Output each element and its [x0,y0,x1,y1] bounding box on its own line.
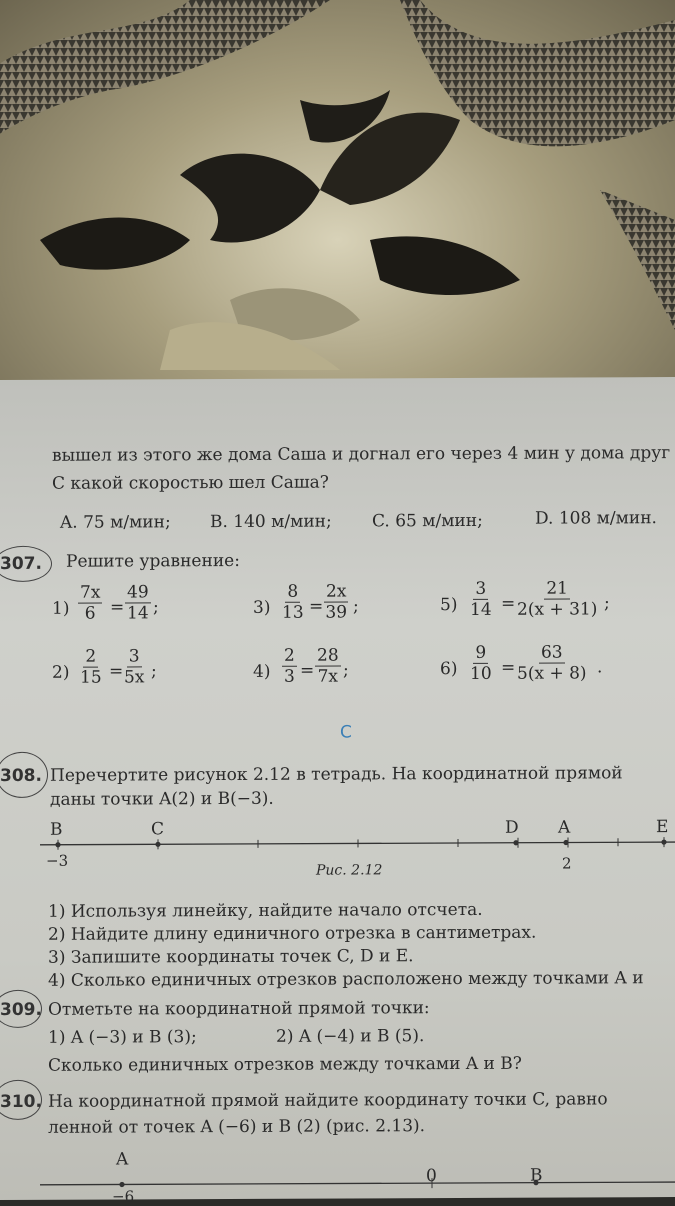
fraction: $\frac{49}{14}$ [127,582,149,624]
point-label-zero: 0 [426,1166,437,1187]
problem-310-line1: На координатной прямой найдите координату точки C, равно [48,1089,608,1112]
tablecloth-background [0,0,675,400]
option-d: D. 108 м/мин. [535,508,657,529]
fraction: $\frac{28}{7x}$ [317,645,339,687]
task-1: 1) Используя линейку, найдите начало отсчета. [48,899,483,922]
problem-310-line2: ленной от точек A (−6) и B (2) (рис. 2.13). [48,1116,426,1138]
problem-309-line1: Отметьте на координатной прямой точки: [48,998,430,1020]
task-3: 3) Запишите координаты точек C, D и E. [48,946,414,968]
fraction: $\frac{21}{2(x + 31)}$ [517,578,598,620]
level-mark: C [340,722,352,743]
fraction: $\frac{3}{14}$ [470,578,492,620]
tick-label-2: 2 [562,854,572,873]
fraction: $\frac{2}{15}$ [80,646,102,688]
problem-306-line1: вышел из этого же дома Саша и догнал его через 4 мин у дома друг [52,443,671,466]
problem-307-number: 307. [0,553,42,574]
figure-caption: Рис. 2.12 [316,862,383,879]
problem-310-number: 310. [0,1091,42,1112]
fraction: $\frac{2}{3}$ [284,645,295,687]
fraction: $\frac{8}{13}$ [282,581,304,623]
problem-309-line3: Сколько единичных отрезков между точками A и B? [48,1053,522,1076]
problem-309-number: 309. [0,999,42,1020]
task-4: 4) Сколько единичных отрезков расположено между точками A и [48,968,644,991]
textbook-page: вышел из этого же дома Саша и догнал его через 4 мин у дома друг С какой скоростью шел Саша? A. 75 м/мин; B. 140 м/мин; C. 65 м/мин; D. 108 м/мин. 307. Решите уравнение: 1) $\frac{7x}{6}$ = $\frac{49}{14}$ ; 3) $\frac{8}{13}$ = $\frac{2x}{39}$ ; 5) $\frac{3}{14}$ = $\frac{21}{2(x + 31)}$ ; 2) $\frac{2}{15}$ = $\frac{3}{5x}$ ; 4) $\frac{2}{3}$ = $\frac{28}{7x}$ ; 6) $\frac{9}{10}$ = $\frac{63}{5(x + 8)}$ . C 308. Перечертите рисунок 2.12 в тетрадь. На координатной прямой даны точки A(2) и B(−3). B C D A E −3 2 Рис. 2.12 1) Используя линейку, найдите начало отсчета. 2) Найдите длину единичного отрезка в сантиметрах. 3) Запишите координаты точек C, D и E. 4) Сколько единичных отрезков расположено между точками A и 309. Отметьте на координатной прямой точки: 1) A (−3) и B (3); 2) A (−4) и B (5). Сколько единичных отрезков между точками A и B? 310. На координатной прямой найдите координату точки C, равно ленной от точек A (−6) и B (2) (рис. 2.13). A 0 B −6 [0,377,675,1200]
problem-308-number: 308. [0,765,42,786]
fraction: $\frac{2x}{39}$ [325,581,348,623]
tick-label-minus6: −6 [112,1187,135,1206]
equation-label: 5) [440,595,458,616]
option-a: A. 75 м/мин; [60,512,171,533]
point-label-e: E [656,817,669,838]
point-label-a2: A [116,1149,129,1170]
fraction: $\frac{63}{5(x + 8)}$ [517,642,587,684]
equation-label: 3) [253,597,271,618]
problem-309-part1: 1) A (−3) и B (3); [48,1027,197,1048]
fraction: $\frac{9}{10}$ [470,642,492,684]
point-label-b: B [50,819,63,840]
problem-306-line2: С какой скоростью шел Саша? [52,472,329,494]
fraction: $\frac{7x}{6}$ [80,582,101,624]
tick-label-minus3: −3 [46,851,69,870]
point-label-a: A [558,817,571,838]
option-b: B. 140 м/мин; [210,511,332,533]
problem-308-line2: даны точки A(2) и B(−3). [50,788,274,810]
problem-307-title: Решите уравнение: [66,550,240,572]
problem-309-part2: 2) A (−4) и B (5). [276,1026,425,1047]
problem-308-line1: Перечертите рисунок 2.12 в тетрадь. На координатной прямой [50,763,623,786]
fraction: $\frac{3}{5x}$ [124,646,145,688]
flower-petal [180,154,320,243]
band-left [0,0,330,140]
equation-label: 1) [52,598,70,619]
axis-line-2 [40,1182,675,1185]
task-2: 2) Найдите длину единичного отрезка в сантиметрах. [48,922,537,945]
option-c: C. 65 м/мин; [372,510,483,532]
floral-pattern [0,0,675,400]
equation-label: 2) [52,662,70,683]
equation-label: 4) [253,661,271,682]
point-label-c: C [151,819,165,840]
point-label-d: D [505,817,519,838]
coordinate-line-figure-2 [0,377,675,1200]
equation-label: 6) [440,659,458,680]
point-label-b2: B [530,1165,543,1186]
